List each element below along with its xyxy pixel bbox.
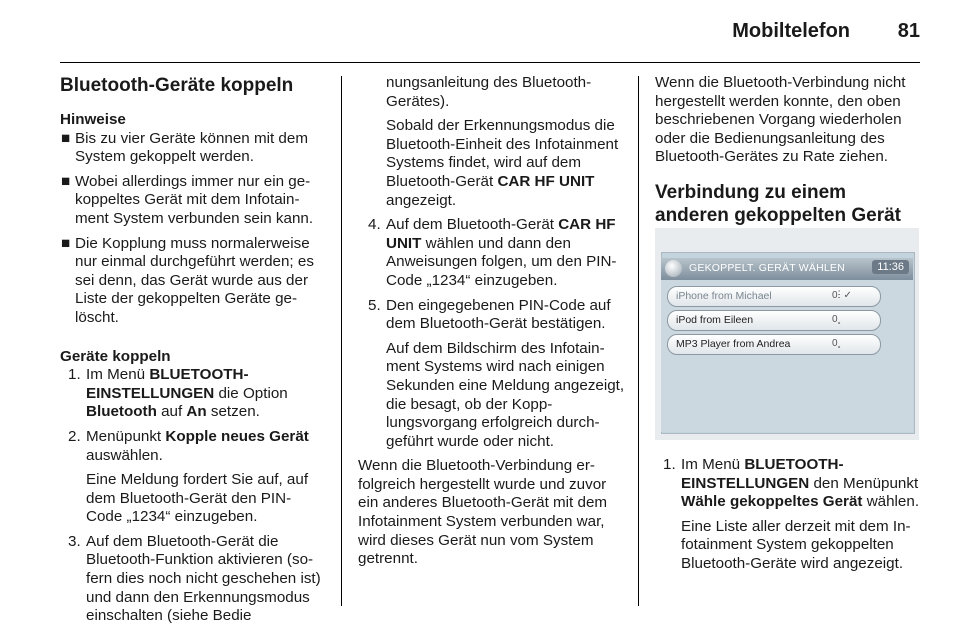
page-title: Mobiltelefon	[732, 20, 850, 42]
note-bullet: ■ Bis zu vier Geräte können mit dem System gekoppelt werden.	[61, 129, 308, 166]
step-note: Eine Liste aller derzeit mit dem Infotainment System gekoppelten Bluetooth-Geräte wird angezeigt.	[681, 517, 911, 572]
note-title: Hinweise	[60, 111, 126, 128]
square-bullet-icon: ■	[61, 129, 71, 147]
column-divider	[638, 76, 639, 606]
column-divider	[341, 76, 342, 606]
connected-phone-icon: 0ⵗ ✓	[832, 290, 852, 301]
column-1	[60, 74, 326, 632]
section-heading: Bluetooth-Geräte koppeln	[60, 75, 294, 96]
page-number: 81	[897, 20, 920, 42]
note-bullet: ■ Wobei allerdings immer nur ein gekoppeltes Gerät mit dem Infotainment System verbunden sein kann.	[61, 172, 314, 227]
phone-icon: 0˳	[832, 338, 841, 349]
step-note: Sobald der Erkennungsmodus die Bluetooth-Einheit des Infotainment Systems findet, wird auf dem Bluetooth-Gerät CAR HF UNIT angezeigt.	[386, 117, 619, 209]
page-header	[60, 0, 920, 63]
screen-title-bar	[661, 258, 913, 280]
screen-title: GEKOPPELT. GERÄT WÄHLEN	[689, 262, 845, 274]
bluetooth-icon	[665, 260, 682, 277]
step-item: 5. Den eingegebenen PIN-Code auf dem Bluetooth-Gerät bestätigen.	[368, 296, 611, 333]
step-item: 3. Auf dem Bluetooth-Gerät die Bluetooth-Funktion aktivieren (sofern dies noch nicht geschehen ist) und dann den Erkennungsmodus einschalten (siehe Bedie	[68, 532, 321, 625]
note-bullet: ■ Die Kopplung muss normalerweise nur einmal durchgeführt werden; es sei denn, das Gerät wurde aus der Liste der gekoppelten Geräte gelöscht.	[61, 234, 314, 326]
device-item[interactable]: iPhone from Michael 0ⵗ ✓	[667, 286, 881, 307]
step-item: 1. Im Menü BLUETOOTH-EINSTELLUNGEN den Menüpunkt Wähle gekoppeltes Gerät wählen.	[663, 456, 920, 511]
step-continuation: nungsanleitung des Bluetooth-Gerätes).	[386, 74, 592, 110]
paragraph: Wenn die Bluetooth-Verbindung nicht hergestellt werden konnte, den oben beschriebenen Vorgang wiederholen oder die Bedienungsanleitung des Bluetooth-Gerätes zu Rate ziehen.	[655, 74, 906, 166]
device-list	[661, 280, 913, 432]
infotainment-screen-image	[655, 228, 919, 440]
phone-icon: 0˳	[832, 314, 841, 325]
square-bullet-icon: ■	[61, 234, 71, 252]
step-note: Auf dem Bildschirm des Infotainment Systems wird nach einigen Sekunden eine Meldung angezeigt, die besagt, ob der Kopplungsvorgang erfolgreich durchgeführt wurde oder nicht.	[386, 339, 625, 450]
step-item: 2. Menüpunkt Kopple neues Gerät auswählen.	[68, 427, 309, 464]
step-note: Eine Meldung fordert Sie auf, auf dem Bluetooth-Gerät den PIN-Code „1234“ einzugeben.	[86, 471, 309, 526]
section-heading: Verbindung zu einem anderen gekoppelten Gerät	[655, 181, 902, 226]
device-item[interactable]: iPod from Eileen 0˳	[667, 310, 881, 331]
step-item: 4. Auf dem Bluetooth-Gerät CAR HF UNIT wählen und dann den Anweisungen folgen, um den PIN-Code „1234“ einzugeben.	[368, 216, 617, 289]
subsection-title: Geräte koppeln	[60, 347, 171, 365]
column-3-steps	[655, 456, 920, 580]
square-bullet-icon: ■	[61, 172, 71, 190]
column-2	[360, 74, 626, 575]
device-item[interactable]: MP3 Player from Andrea 0˳	[667, 334, 881, 355]
paragraph: Wenn die Bluetooth-Verbindung erfolgreich hergestellt wurde und zuvor ein anderes Bluetooth-Gerät mit dem Infotainment System verbunden war, wird dieses Gerät nun vom System getrennt.	[358, 457, 608, 568]
screen-clock: 11:36	[872, 260, 909, 274]
step-item: 1. Im Menü BLUETOOTH-EINSTELLUNGEN die Option Bluetooth auf An setzen.	[68, 366, 288, 421]
